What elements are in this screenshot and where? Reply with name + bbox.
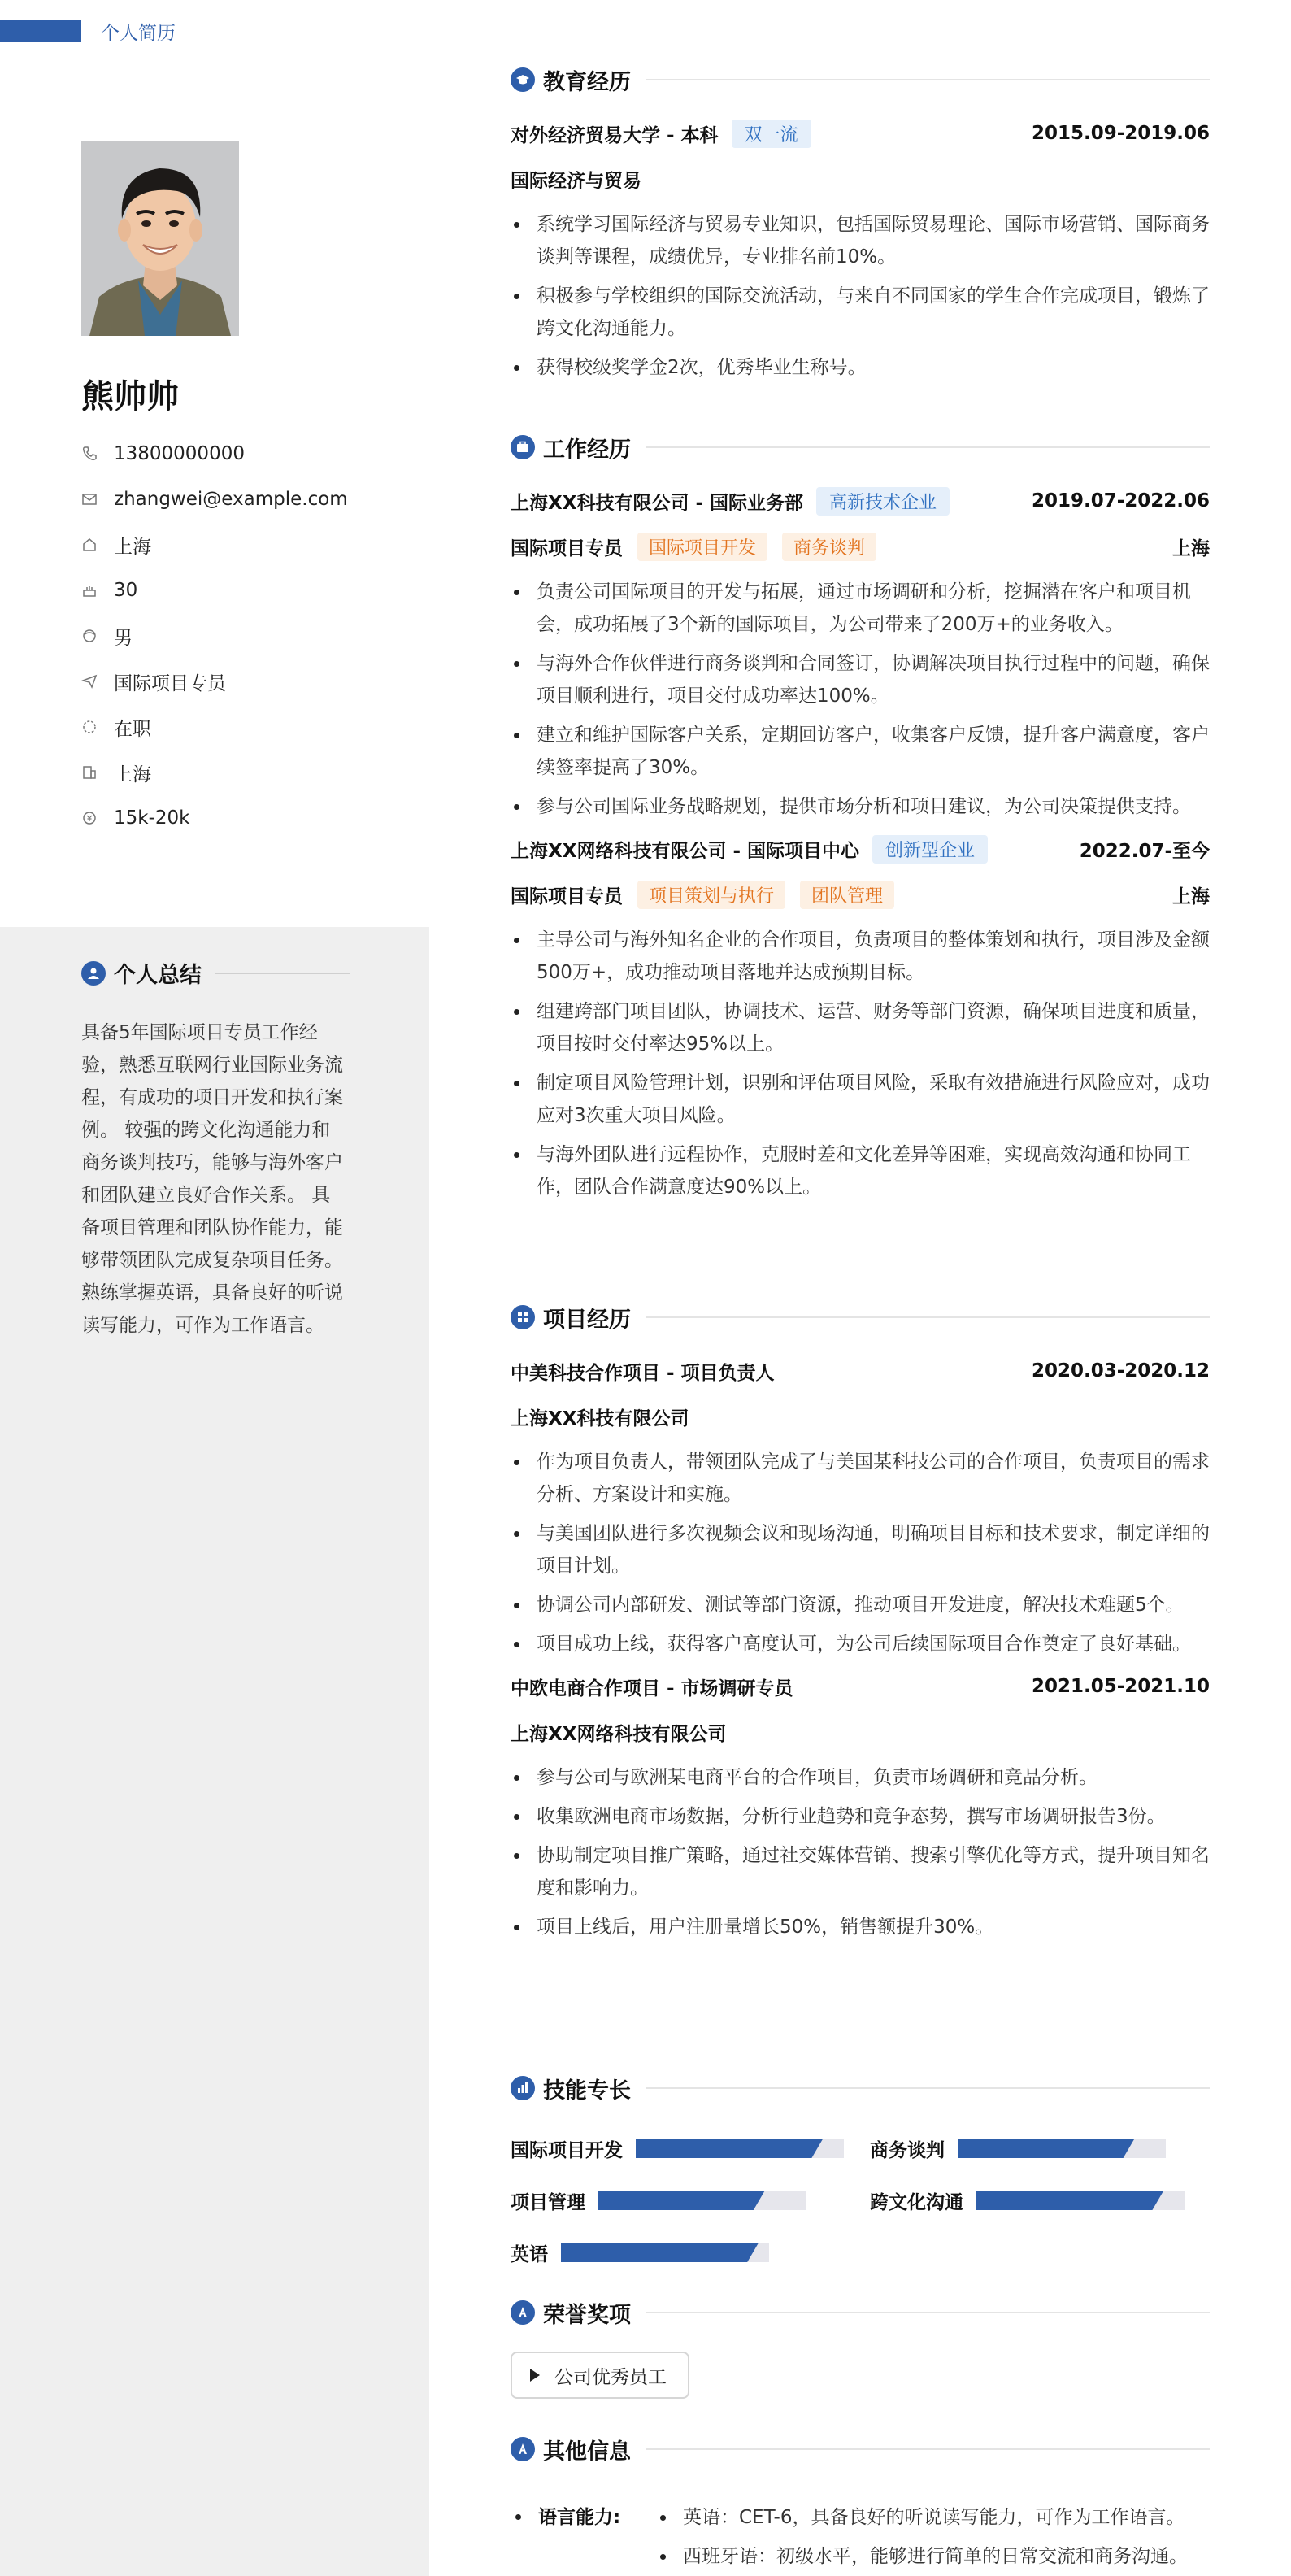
list-item: 作为项目负责人，带领团队完成了与美国某科技公司的合作项目，负责项目的需求分析、方案设计和实施。 — [511, 1446, 1210, 1511]
info-age-text: 30 — [114, 580, 138, 601]
education-bullets — [511, 208, 1210, 384]
work-section — [511, 431, 1210, 1210]
list-item: 组建跨部门项目团队，协调技术、运营、财务等部门资源，确保项目进度和质量，项目按时交付率达95%以上。 — [511, 995, 1210, 1060]
info-phone — [81, 431, 348, 476]
work-date: 2019.07-2022.06 — [1031, 490, 1210, 511]
list-item: 西班牙语：初级水平，能够进行简单的日常交流和商务沟通。 — [657, 2537, 1188, 2576]
info-icon — [511, 2437, 535, 2461]
project-org: 上海XX网络科技有限公司 — [511, 1723, 727, 1745]
project-name: 中欧电商合作项目 - 市场调研专员 — [511, 1677, 793, 1699]
send-icon — [81, 673, 114, 690]
profile-name: 熊帅帅 — [81, 378, 179, 416]
work-company: 上海XX科技有限公司 - 国际业务部 — [511, 492, 804, 514]
info-salary — [81, 795, 348, 841]
project-date: 2021.05-2021.10 — [1031, 1676, 1210, 1697]
list-item: 收集欧洲电商市场数据，分析行业趋势和竞争态势，撰写市场调研报告3份。 — [511, 1800, 1210, 1833]
skill-bar-fill — [598, 2191, 765, 2210]
project-name: 中美科技合作项目 - 项目负责人 — [511, 1362, 775, 1384]
list-item: 参与公司与欧洲某电商平台的合作项目，负责市场调研和竞品分析。 — [511, 1761, 1210, 1794]
education-tag: 双一流 — [732, 120, 811, 148]
skills-heading — [511, 2072, 1210, 2104]
skill-item — [511, 2238, 769, 2267]
status-icon — [81, 719, 114, 735]
info-age — [81, 568, 348, 613]
skill-bar-fill — [958, 2139, 1135, 2158]
avatar — [81, 141, 239, 336]
play-icon — [530, 2369, 540, 2382]
list-item: 积极参与学校组织的国际交流活动，与来自不同国家的学生合作完成项目，锻炼了跨文化沟通能力。 — [511, 280, 1210, 345]
list-item: 主导公司与海外知名企业的合作项目，负责项目的整体策划和执行，项目涉及金额500万+，成功推动项目落地并达成预期目标。 — [511, 924, 1210, 989]
project-bullets — [511, 1761, 1210, 1943]
project-entry-1 — [511, 1356, 1210, 1660]
summary-text: 具备5年国际项目专员工作经验，熟悉互联网行业国际业务流程，有成功的项目开发和执行案例。 较强的跨文化沟通能力和商务谈判技巧，能够与海外客户和团队建立良好合作关系。 具备项目管理和团队协作能力，能够带领团队完成复杂项目任务。 熟练掌握英语，具备良好的听说读写能力，可作为工作语言。 — [81, 1022, 343, 1336]
skill-bar-fill — [561, 2243, 759, 2262]
education-heading — [511, 63, 1210, 96]
work-role: 国际项目专员 — [511, 886, 623, 907]
projects-section — [511, 1301, 1210, 1950]
bar-chart-icon — [511, 2076, 535, 2100]
skill-bar — [976, 2191, 1185, 2210]
graduation-cap-icon — [511, 67, 535, 92]
info-location-text: 上海 — [114, 536, 151, 558]
list-item: 协调公司内部研发、测试等部门资源，推动项目开发进度，解决技术难题5个。 — [511, 1589, 1210, 1621]
education-entry — [511, 119, 1210, 384]
skill-bar — [958, 2139, 1166, 2158]
skills-divider — [646, 2087, 1210, 2089]
skills-grid — [511, 2127, 1210, 2290]
info-city — [81, 750, 348, 795]
other-title: 其他信息 — [543, 2439, 631, 2465]
projects-heading — [511, 1301, 1210, 1334]
list-item: 系统学习国际经济与贸易专业知识，包括国际贸易理论、国际市场营销、国际商务谈判等课程，成绩优异，专业排名前10%。 — [511, 208, 1210, 273]
awards-heading — [511, 2296, 1210, 2329]
info-position — [81, 659, 348, 704]
summary-divider — [215, 973, 350, 974]
education-major: 国际经济与贸易 — [511, 170, 641, 192]
summary-heading — [81, 957, 350, 989]
skills-section — [511, 2072, 1210, 2290]
education-school: 对外经济贸易大学 - 本科 — [511, 124, 719, 146]
work-skill-tag: 团队管理 — [800, 881, 894, 909]
list-item: 与美国团队进行多次视频会议和现场沟通，明确项目目标和技术要求，制定详细的项目计划。 — [511, 1517, 1210, 1582]
info-position-text: 国际项目专员 — [114, 672, 226, 694]
info-gender-text: 男 — [114, 627, 133, 649]
header-label: 个人简历 — [101, 23, 176, 44]
project-org: 上海XX科技有限公司 — [511, 1408, 689, 1429]
list-item: 参与公司国际业务战略规划，提供市场分析和项目建议，为公司决策提供支持。 — [511, 790, 1210, 823]
list-item: 项目成功上线，获得客户高度认可，为公司后续国际项目合作奠定了良好基础。 — [511, 1628, 1210, 1660]
list-item: 协助制定项目推广策略，通过社交媒体营销、搜索引擎优化等方式，提升项目知名度和影响力。 — [511, 1839, 1210, 1904]
work-skill-tag: 国际项目开发 — [637, 533, 767, 561]
contact-info-list — [81, 431, 348, 841]
list-item: 项目上线后，用户注册量增长50%，销售额提升30%。 — [511, 1911, 1210, 1943]
skill-item — [870, 2186, 1185, 2215]
briefcase-icon — [511, 435, 535, 459]
work-heading — [511, 431, 1210, 463]
list-item: 制定项目风险管理计划，识别和评估项目风险，采取有效措施进行风险应对，成功应对3次重大项目风险。 — [511, 1067, 1210, 1132]
skill-bar-fill — [976, 2191, 1163, 2210]
project-bullets — [511, 1446, 1210, 1660]
cake-icon — [81, 582, 114, 598]
building-icon — [81, 764, 114, 781]
projects-title: 项目经历 — [543, 1307, 631, 1333]
info-email — [81, 476, 348, 522]
awards-divider — [646, 2312, 1210, 2313]
skill-bar — [561, 2243, 769, 2262]
work-company-tag: 高新技术企业 — [816, 487, 950, 516]
skill-item — [511, 2134, 844, 2163]
work-skill-tag: 商务谈判 — [782, 533, 876, 561]
skill-name: 国际项目开发 — [511, 2139, 623, 2161]
info-city-text: 上海 — [114, 764, 151, 785]
grid-icon — [511, 1305, 535, 1329]
user-icon — [81, 961, 106, 986]
info-salary-text: 15k-20k — [114, 807, 190, 829]
awards-section — [511, 2296, 1210, 2399]
home-icon — [81, 537, 114, 553]
skill-name: 跨文化沟通 — [870, 2191, 963, 2213]
other-section — [511, 2433, 1210, 2576]
list-item: 与海外团队进行远程协作，克服时差和文化差异等困难，实现高效沟通和协同工作，团队合作满意度达90%以上。 — [511, 1138, 1210, 1203]
skill-item — [511, 2186, 806, 2215]
project-date: 2020.03-2020.12 — [1031, 1360, 1210, 1382]
info-email-text: zhangwei@example.com — [114, 489, 348, 510]
education-section — [511, 63, 1210, 390]
info-gender — [81, 613, 348, 659]
other-heading — [511, 2433, 1210, 2465]
project-entry-2 — [511, 1672, 1210, 1943]
other-info — [511, 2498, 1210, 2576]
work-company-tag: 创新型企业 — [872, 835, 988, 864]
work-bullets — [511, 576, 1210, 823]
list-item: 建立和维护国际客户关系，定期回访客户，收集客户反馈，提升客户满意度，客户续签率提高了30%。 — [511, 719, 1210, 784]
work-title: 工作经历 — [543, 437, 631, 463]
skill-bar — [636, 2139, 844, 2158]
projects-divider — [646, 1316, 1210, 1318]
work-date: 2022.07-至今 — [1079, 840, 1210, 862]
phone-icon — [81, 446, 114, 462]
skill-item — [870, 2134, 1166, 2163]
work-entry-1 — [511, 486, 1210, 823]
info-location — [81, 522, 348, 568]
work-bullets — [511, 924, 1210, 1203]
list-item: 与海外合作伙伴进行商务谈判和合同签订，协调解决项目执行过程中的问题，确保项目顺利进行，项目交付成功率达100%。 — [511, 647, 1210, 712]
skill-name: 项目管理 — [511, 2191, 585, 2213]
info-status — [81, 704, 348, 750]
other-divider — [646, 2448, 1210, 2450]
list-item: 负责公司国际项目的开发与拓展，通过市场调研和分析，挖掘潜在客户和项目机会，成功拓展了3个新的国际项目，为公司带来了200万+的业务收入。 — [511, 576, 1210, 641]
mail-icon — [81, 491, 114, 507]
award-text: 公司优秀员工 — [554, 2366, 667, 2388]
skill-bar-fill — [636, 2139, 823, 2158]
work-role: 国际项目专员 — [511, 537, 623, 559]
gender-icon — [81, 628, 114, 644]
work-city: 上海 — [1172, 886, 1210, 907]
skill-name: 商务谈判 — [870, 2139, 945, 2161]
work-city: 上海 — [1172, 537, 1210, 559]
list-item: 英语：CET-6，具备良好的听说读写能力，可作为工作语言。 — [657, 2498, 1188, 2537]
award-badge — [511, 2352, 689, 2399]
money-icon — [81, 810, 114, 826]
skill-bar — [598, 2191, 806, 2210]
award-icon — [511, 2300, 535, 2325]
other-values — [657, 2498, 1188, 2576]
other-key: 语言能力: — [511, 2498, 657, 2537]
work-entry-2 — [511, 834, 1210, 1203]
avatar-portrait — [81, 141, 239, 336]
work-skill-tag: 项目策划与执行 — [637, 881, 785, 909]
skills-title: 技能专长 — [543, 2078, 631, 2104]
list-item: 获得校级奖学金2次，优秀毕业生称号。 — [511, 351, 1210, 384]
awards-title: 荣誉奖项 — [543, 2302, 631, 2328]
work-divider — [646, 446, 1210, 448]
skill-name: 英语 — [511, 2243, 548, 2265]
info-phone-text: 13800000000 — [114, 443, 245, 464]
header-accent-bar — [0, 20, 81, 42]
education-date: 2015.09-2019.06 — [1031, 123, 1210, 144]
work-company: 上海XX网络科技有限公司 - 国际项目中心 — [511, 840, 860, 862]
summary-title: 个人总结 — [114, 963, 202, 988]
info-status-text: 在职 — [114, 718, 151, 740]
education-title: 教育经历 — [543, 69, 631, 95]
education-divider — [646, 79, 1210, 80]
